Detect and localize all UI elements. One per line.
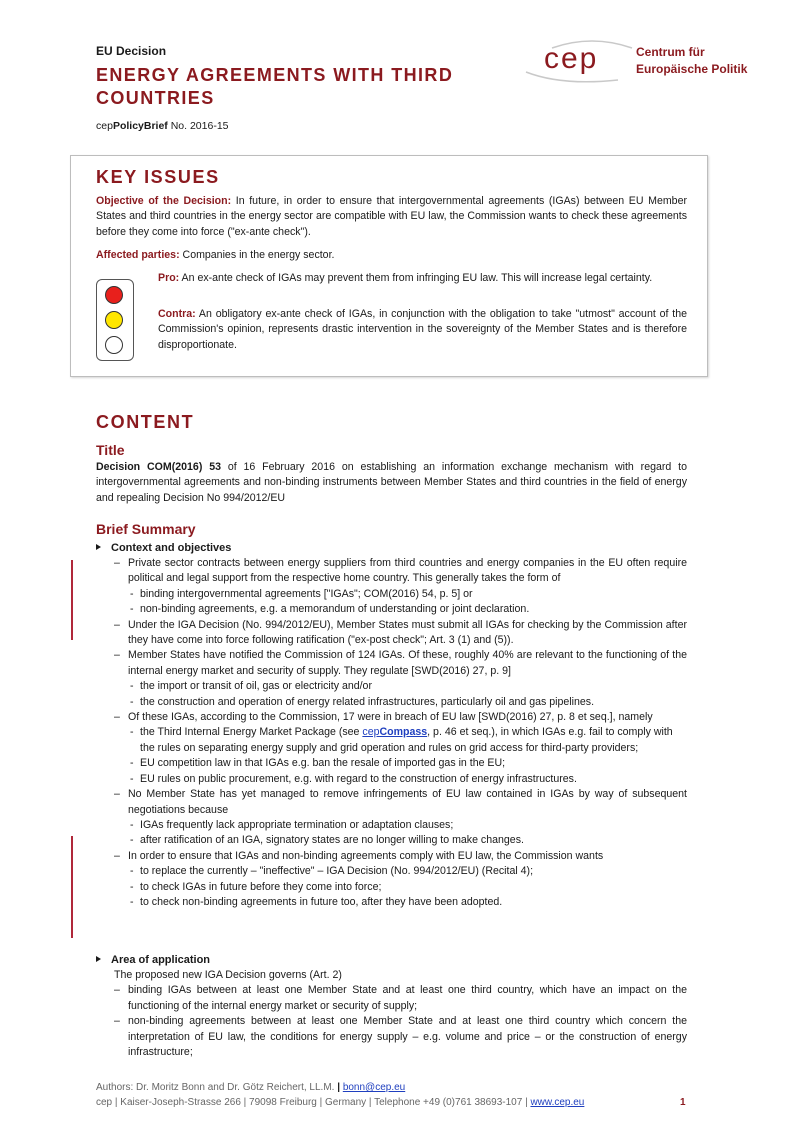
traffic-light-icon xyxy=(96,279,134,361)
context-list xyxy=(114,556,687,910)
context-heading-text: Context and objectives xyxy=(111,542,232,554)
list-subitem: - the construction and operation of energy related infrastructures, particularly oil and gas pipelines. xyxy=(130,695,595,708)
objective-text: In future, in order to ensure that intergovernmental agreements (IGAs) between EU Member States and third countries in the energy sector are compatible with EU law, the Commission wants to check these agreements before they come into force ("ex-ante check"). xyxy=(96,195,687,238)
list-subitem: - IGAs frequently lack appropriate termination or adaptation clauses; xyxy=(130,818,454,831)
content-heading: CONTENT xyxy=(96,412,195,432)
contra-text: An obligatory ex-ante check of IGAs, in conjunction with the obligation to take "utmost" account of the Commission's opinion, represents drastic intervention in the sovereignty of the Member States and is therefore disproportionate. xyxy=(158,308,687,351)
objective-label: Objective of the Decision: xyxy=(96,195,232,207)
document-title: ENERGY AGREEMENTS WITH THIRD COUNTRIES xyxy=(96,65,454,108)
affected-paragraph xyxy=(96,248,687,263)
area-intro: The proposed new IGA Decision governs (Art. 2) xyxy=(114,969,342,981)
title-paragraph xyxy=(96,460,687,506)
list-subitem: - EU competition law in that IGAs e.g. ban the resale of imported gas in the EU; xyxy=(130,757,506,770)
pro-paragraph xyxy=(158,271,687,286)
pro-label: Pro: xyxy=(158,272,180,284)
list-item: – non-binding agreements between at least one Member State and at least one third country which concern the interpretation of EU law, the conditions for energy supply – e.g. volume and price – or the construction of energy infrastructure; xyxy=(114,1015,687,1059)
cep-compass-link[interactable]: cepCompass xyxy=(362,726,428,739)
pro-text: An ex-ante check of IGAs may prevent them from infringing EU law. This will increase legal certainty. xyxy=(179,272,653,284)
summary-heading: Brief Summary xyxy=(96,521,196,537)
list-item: – In order to ensure that IGAs and non-binding agreements comply with EU law, the Commission wants xyxy=(114,849,604,862)
footer-address: cep | Kaiser-Joseph-Strasse 266 | 79098 Freiburg | Germany | Telephone +49 (0)761 38693-107 | www.cep.eu xyxy=(96,1097,585,1108)
list-item: – No Member State has yet managed to remove infringements of EU law contained in IGAs by way of subsequent negotiations because xyxy=(114,788,687,816)
list-subitem: - non-binding agreements, e.g. a memorandum of understanding or joint declaration. xyxy=(130,603,530,616)
change-bar xyxy=(71,836,73,938)
org-line2: Europäische Politik xyxy=(636,62,748,76)
white-lamp xyxy=(105,336,123,354)
list-subitem: - the import or transit of oil, gas or electricity and/or xyxy=(130,680,372,693)
document-type: EU Decision xyxy=(96,44,167,58)
triangle-bullet-icon xyxy=(96,544,101,550)
contra-label: Contra: xyxy=(158,308,196,320)
list-item: – Under the IGA Decision (No. 994/2012/EU), Member States must submit all IGAs for checking by the Commission after they have come into force following ratification ("ex-post check"; Art. 3 (1) and (5)). xyxy=(114,618,687,647)
list-subitem: - to check IGAs in future before they come into force; xyxy=(130,880,382,893)
affected-label: Affected parties: xyxy=(96,249,180,261)
list-item: – Of these IGAs, according to the Commission, 17 were in breach of EU law [SWD(2016) 27, p. 8 et seq.], namely xyxy=(114,711,653,724)
website-link[interactable]: www.cep.eu xyxy=(530,1097,585,1108)
triangle-bullet-icon xyxy=(96,956,101,962)
area-heading xyxy=(96,954,210,966)
key-issues-heading: KEY ISSUES xyxy=(96,167,220,187)
org-line1: Centrum für xyxy=(636,45,705,59)
change-bar xyxy=(71,560,73,640)
logo-text: cep xyxy=(544,42,599,75)
list-subitem: - EU rules on public procurement, e.g. with regard to the construction of energy infrastructures. xyxy=(130,772,577,785)
organisation-name xyxy=(636,44,747,78)
brief-number: No. 2016-15 xyxy=(167,120,229,132)
list-subitem: - to replace the currently – "ineffective" – IGA Decision (No. 994/2012/EU) (Recital 4); xyxy=(130,865,534,878)
footer-authors: Authors: Dr. Moritz Bonn and Dr. Götz Reichert, LL.M. | bonn@cep.eu xyxy=(96,1082,406,1093)
context-heading xyxy=(96,542,231,554)
affected-text: Companies in the energy sector. xyxy=(179,249,335,261)
list-subitem: - after ratification of an IGA, signatory states are no longer willing to make changes. xyxy=(130,834,524,847)
author-email-link[interactable]: bonn@cep.eu xyxy=(342,1082,406,1093)
objective-paragraph xyxy=(96,194,687,240)
brief-bold: PolicyBrief xyxy=(112,120,168,132)
title-heading: Title xyxy=(96,442,125,458)
list-item: – binding IGAs between at least one Member State and at least one third country, which have an impact on the functioning of the internal energy market or security of supply; xyxy=(114,984,687,1012)
list-item: – Member States have notified the Commission of 124 IGAs. Of these, roughly 40% are relevant to the functioning of the internal energy market and security of supply. They regulate [SWD(2016) 27, p. 9] xyxy=(114,649,687,677)
decision-ref: Decision COM(2016) 53 xyxy=(96,461,221,473)
list-subitem: - binding intergovernmental agreements ["IGAs"; COM(2016) 54, p. 5] or xyxy=(130,587,473,600)
list-subitem: - the Third Internal Energy Market Package (see cepCompass, p. 46 et seq.), in which IGAs e.g. fail to comply with the rules on separating energy supply and grid operation and rules on grid access for third-party providers; xyxy=(130,726,673,754)
area-heading-text: Area of application xyxy=(111,954,211,966)
contra-paragraph xyxy=(158,307,687,353)
title-text: of 16 February 2016 on establishing an information exchange mechanism with regard to intergovernmental agreements and non-binding instruments between Member States and third countries in the field of energy and repealing Decision No 994/2012/EU xyxy=(96,461,687,504)
area-list xyxy=(114,968,687,1060)
page-number: 1 xyxy=(680,1097,686,1108)
yellow-lamp xyxy=(105,311,123,329)
red-lamp xyxy=(105,286,123,304)
list-item: – Private sector contracts between energy suppliers from third countries and energy companies in the EU often require political and legal support from the respective home country. This generally takes the form of xyxy=(114,557,687,585)
list-subitem: - to check non-binding agreements in future too, after they have been adopted. xyxy=(130,895,503,908)
policy-brief-number xyxy=(96,120,229,132)
brief-prefix: cep xyxy=(96,120,113,132)
